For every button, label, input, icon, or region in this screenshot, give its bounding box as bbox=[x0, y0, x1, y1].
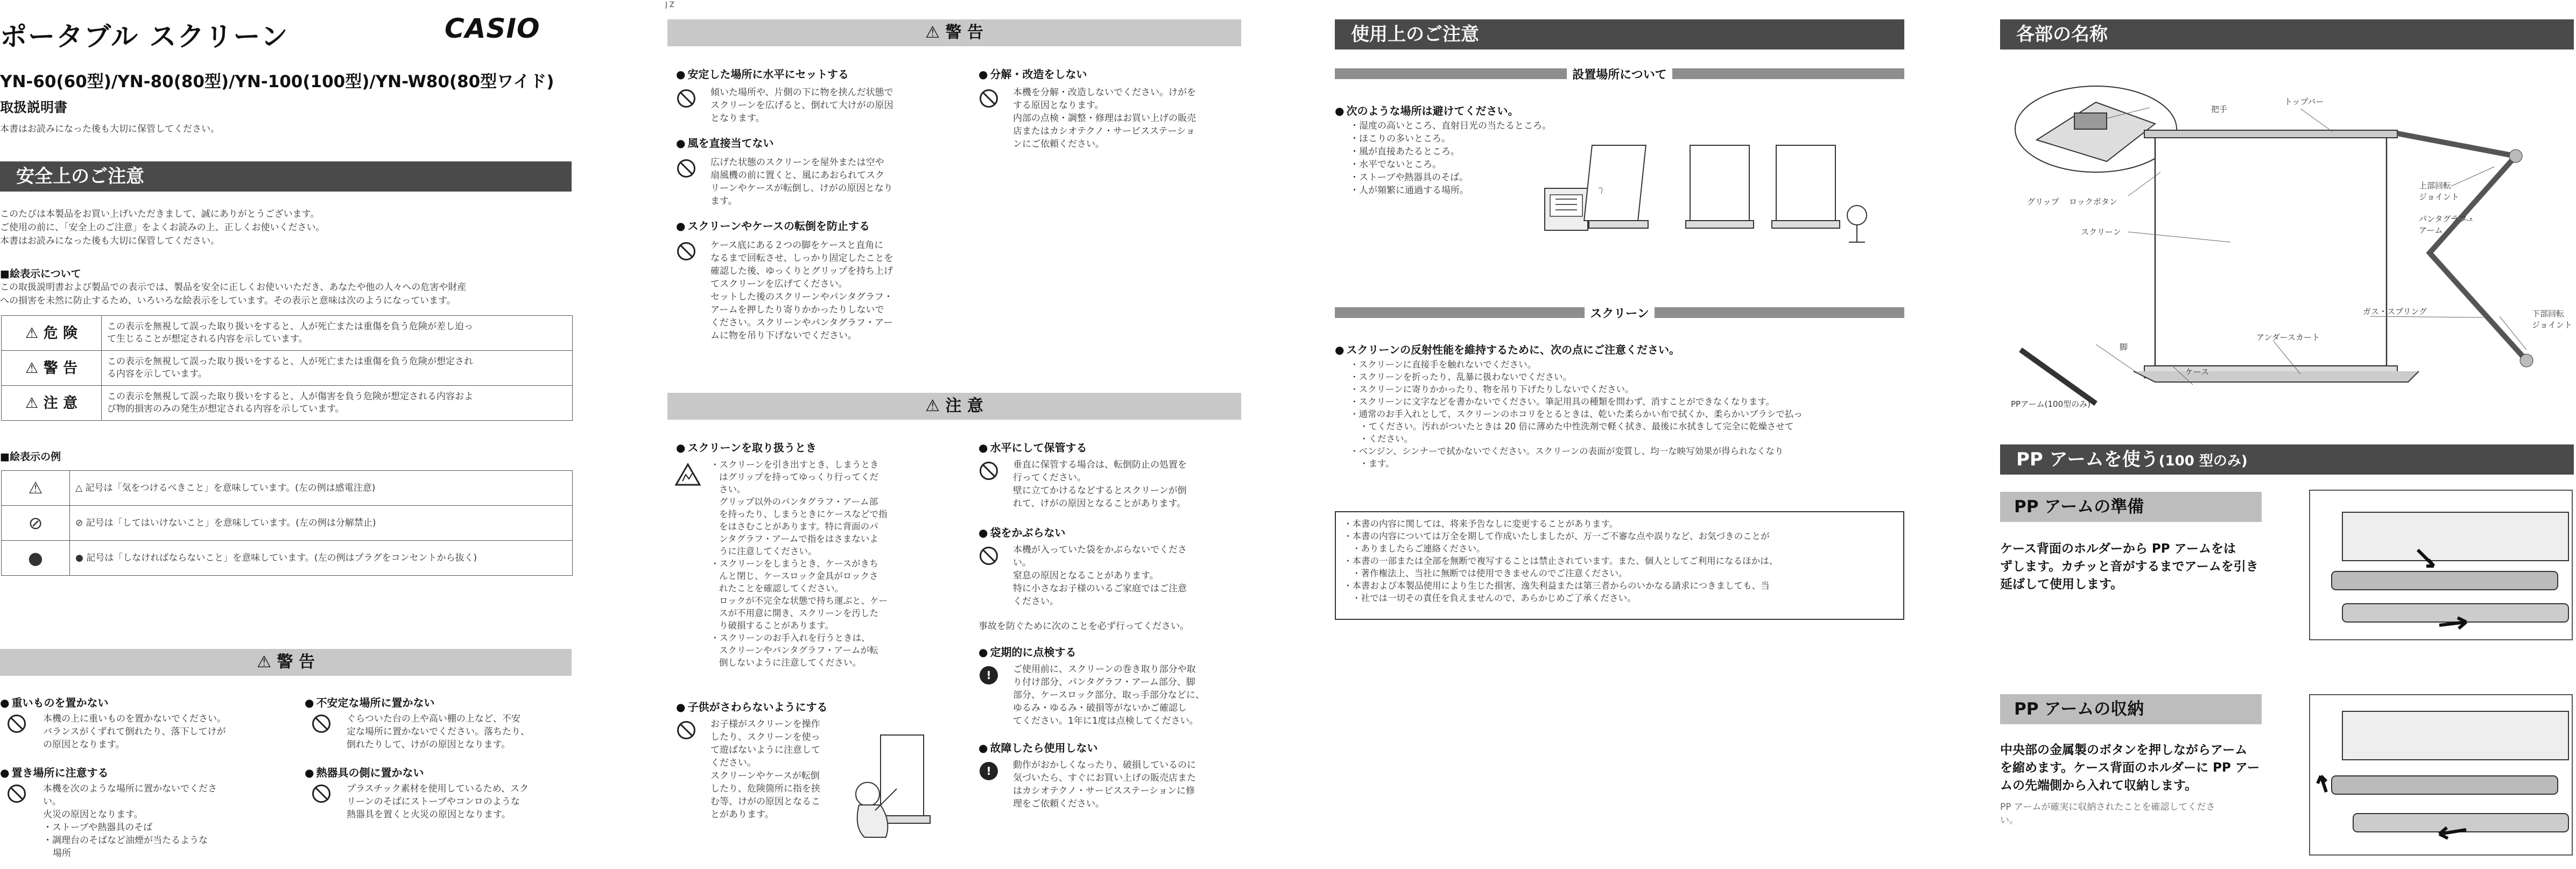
warning-label: ⚠ 警 告 bbox=[2, 351, 102, 386]
example-text: △ 記号は「気をつけるべきこと」を意味しています。(左の例は感電注意) bbox=[70, 471, 573, 506]
item-body: ・スクリーンを引き出すとき、しまうとき はグリップを持ってゆっくり行ってくだ さい。 グリップ以外のパンタグラフ・アーム部 を持ったり、しまうときにケースなどで指 をはさむことがあります。特に背面のパ ンタグラフ・アームで指をはさまないよ うに注意してください。 ・スクリーンをしまうとき、ケースがきち んと閉じ、ケースロック金具がロックさ れたことを確認してください。 ロックが不完全な状態で持ち運ぶと、ケー スが不用意に開き、スクリーンを汚した り破損することがあります。 ・スクリーンのお手入れを行うときは、 スクリーンやパンタグラフ・アームが転 倒しないように注意してください。 bbox=[710, 460, 888, 668]
edition-code: J Z bbox=[665, 1, 674, 9]
brand-logo: CASIO bbox=[445, 13, 540, 44]
item-body: プラスチック素材を使用しているため、スク リーンのそばにストーブやコンロのような 熱器具を置くと火災の原因となります。 bbox=[347, 783, 529, 820]
item-heading: ● スクリーンの反射性能を維持するために、次の点にご注意ください。 bbox=[1335, 341, 1680, 357]
item-body: 広げた状態のスクリーンを屋外または空や 扇風機の前に置くと、風にあおられてスク リーンやケースが転倒し、けがの原因となり ます。 bbox=[710, 157, 893, 207]
panel-usage bbox=[1334, 0, 1914, 869]
item-body: ケース底にある２つの脚をケースと直角に なるまで回転させ、しっかり固定したことを 確認した後、ゆっくりとグリップを持ち上げ てスクリーンを広げてください。 セットした後のスクリーンやパンタグラフ・ アームを押したり寄りかかったりしないで ください。スクリーンやパンタグラフ・アー ムに物を吊り下げないでください。 bbox=[710, 240, 893, 341]
table-row bbox=[2, 386, 573, 421]
prohibit-icon bbox=[8, 715, 26, 733]
item-body: お子様がスクリーンを操作 したり、スクリーンを使っ て遊ばないように注意して ください。 スクリーンやケースが転倒 したり、危険箇所に指を挟 む等、けがの原因となるこ とがあります。 bbox=[710, 719, 820, 820]
manual-title: 取扱説明書 bbox=[0, 100, 68, 115]
caution-desc: この表示を無視して誤った取り扱いをすると、人が傷害を負う危険が想定される内容およ び物的損害のみの発生が想定される内容を示しています。 bbox=[102, 386, 573, 421]
item-body: 動作がおかしくなったり、破損しているのに 気づいたら、すぐにお買い上げの販売店また はカシオテクノ・サービスステーションに修 理をご依頼ください。 bbox=[1013, 760, 1196, 809]
item-body: 本機を分解・改造しないでください。けがを する原因となります。 内部の点検・調整・修理はお買い上げの販売 店またはカシオテクノ・サービスステーショ ンにご依頼ください。 bbox=[1013, 87, 1196, 150]
caution-pinch-icon bbox=[675, 463, 701, 486]
callout-handle: 把手 bbox=[2211, 104, 2228, 114]
location-list: ・ 湿度の高いところ、直射日光の当たるところ。 ・ ほこりの多いところ。 ・ 風が直接あたるところ。 ・ 水平でないところ。 ・ ストーブや熱器具のそば。 ・ 人が頻繁に通過する場所。 bbox=[1350, 119, 1551, 197]
no-fire-icon bbox=[312, 785, 330, 803]
pp-store-note: PP アームが確実に収納されたことを確認してくださ い。 bbox=[2000, 802, 2215, 826]
table-row bbox=[2, 351, 573, 386]
item-body: 垂直に保管する場合は、転倒防止の処置を 行ってください。 壁に立てかけるなどするとスクリーンが倒 れて、けがの原因となることがあります。 bbox=[1013, 460, 1187, 509]
panel-warnings bbox=[665, 0, 1250, 869]
prohibit-icon bbox=[677, 159, 695, 178]
parts-title: 各部の名称 bbox=[2000, 19, 2574, 50]
prohibit-icon bbox=[312, 715, 330, 733]
location-illustration bbox=[1539, 135, 1884, 253]
model-list: YN-60(60型)/YN-80(80型)/YN-100(100型)/YN-W80(80型ワイド) bbox=[0, 72, 554, 91]
panel-cover bbox=[0, 0, 575, 869]
item-body: 本機を次のような場所に置かないでくださ い。 火災の原因となります。 ・ストーブや熱器具のそば ・調理台のそばなど油煙が当たるような 場所 bbox=[43, 783, 217, 859]
item-heading: ● 安定した場所に水平にセットする bbox=[676, 66, 849, 81]
warning-desc: この表示を無視して誤った取り扱いをすると、人が死亡または重傷を負う危険が想定され る内容を示しています。 bbox=[102, 351, 573, 386]
examples-heading: ■絵表示の例 bbox=[0, 451, 61, 463]
safety-intro: このたびは本製品をお買い上げいただきまして、誠にありがとうございます。 ご使用の前に、「安全上のご注意」をよくお読みの上、正しくお使いください。 本書はお読みになった後も大切に保管してください。 bbox=[0, 209, 325, 246]
table-row bbox=[2, 541, 573, 576]
item-heading: ● 風を直接当てない bbox=[676, 135, 773, 150]
prohibit-icon bbox=[8, 785, 26, 803]
callout-screen: スクリーン bbox=[2081, 227, 2121, 237]
signs-text: この取扱説明書および製品での表示では、製品を安全に正しくお使いいただき、あなたや他の人々への危害や財産 への損害を未然に防止するため、いろいろな絵表示をしています。その表示と意味は次のようになっています。 bbox=[0, 282, 467, 306]
product-title: ポータブル スクリーン bbox=[0, 21, 289, 52]
table-row bbox=[2, 316, 573, 351]
no-disassembly-icon: ⊘ bbox=[2, 506, 70, 541]
mandatory-icon: ! bbox=[980, 666, 998, 684]
danger-desc: この表示を無視して誤った取り扱いをすると、人が死亡または重傷を負う危険が差し迫っ て生じることが想定される内容を示しています。 bbox=[102, 316, 573, 351]
screen-heading: スクリーン bbox=[1335, 306, 1904, 320]
caution-banner: ⚠ 注 意 bbox=[667, 393, 1241, 420]
electric-warning-icon: ⚠ bbox=[2, 471, 70, 506]
item-heading: ● スクリーンを取り扱うとき bbox=[676, 439, 817, 455]
warning-banner-1: ⚠ 警 告 bbox=[0, 649, 572, 676]
prohibit-icon bbox=[980, 462, 998, 480]
item-heading: ● 重いものを置かない bbox=[0, 694, 108, 710]
pp-store-heading: PP アームの収納 bbox=[2000, 694, 2262, 724]
prohibit-icon bbox=[677, 242, 695, 260]
unplug-icon: ● bbox=[2, 541, 70, 576]
item-body: ご使用前に、スクリーンの巻き取り部分や取 り付け部分、パンタグラフ・アーム部分、脚 部分、ケースロック部分、取っ手部分などに、 ゆるみ・ゆるみ・破損等がないかご確認し てください。1年に1度は点検してください。 bbox=[1013, 664, 1205, 726]
warning-banner-2: ⚠ 警 告 bbox=[667, 19, 1241, 46]
pp-arm-title: PP アームを使う(100 型のみ) bbox=[2000, 444, 2574, 475]
child-screen-illustration bbox=[843, 730, 940, 843]
item-heading: ● 置き場所に注意する bbox=[0, 764, 108, 780]
item-heading: ● 不安定な場所に置かない bbox=[305, 694, 434, 710]
location-heading: 設置場所について bbox=[1335, 67, 1904, 81]
prohibit-icon bbox=[677, 721, 695, 739]
accident-note: 事故を防ぐために次のことを必ず行ってください。 bbox=[979, 621, 1189, 632]
parts-diagram bbox=[1999, 81, 2573, 414]
usage-title: 使用上のご注意 bbox=[1335, 19, 1904, 50]
notice-box: ・ 本書の内容に関しては、将来予告なしに変更することがあります。 ・ 本書の内容については万全を期して作成いたしましたが、万一ご不審な点や誤りなど、お気づきのことが ・ ありましたらご連絡ください。 ・ 本書の一部または全部を無断で複写することは禁止されています。また、個人としてご利用になるほかは、 ・ 著作権法上、当社に無断では使用できませんのでご注意ください。 ・ 本書および本製品使用により生じた損害、逸失利益または第三者からのいかなる請求につきましても、当 ・ 社では一切その責任を負えませんので、あらかじめご了承ください。 bbox=[1335, 511, 1904, 620]
callout-under-skirt: アンダースカート bbox=[2256, 333, 2320, 342]
callout-pp-arm: PPアーム(100型のみ) bbox=[2011, 399, 2091, 409]
callout-gas-spring: ガス・スプリング bbox=[2363, 307, 2427, 316]
examples-table bbox=[1, 470, 573, 576]
callout-lower-joint: 下部回転 ジョイント bbox=[2532, 309, 2572, 330]
signs-heading: ■絵表示について bbox=[0, 268, 81, 280]
mandatory-icon: ! bbox=[980, 762, 998, 780]
item-heading: ● 水平にして保管する bbox=[979, 439, 1087, 455]
no-disassembly-icon bbox=[980, 89, 998, 108]
prohibit-icon bbox=[677, 89, 695, 108]
item-heading: ● 熱器具の側に置かない bbox=[305, 764, 424, 780]
pp-prep-illustration bbox=[2309, 490, 2573, 640]
item-heading: ● スクリーンやケースの転倒を防止する bbox=[676, 217, 870, 233]
callout-pantograph: パンタグラフ・ アーム bbox=[2419, 214, 2475, 235]
item-body: 傾いた場所や、片側の下に物を挟んだ状態で スクリーンを広げると、倒れて大けがの原因 となります。 bbox=[710, 87, 893, 124]
safety-title: 安全上のご注意 bbox=[0, 161, 572, 192]
caution-label: ⚠ 注 意 bbox=[2, 386, 102, 421]
callout-upper-joint: 上部回転 ジョイント bbox=[2419, 181, 2459, 202]
pp-store-text: 中央部の金属製のボタンを押しながらアーム を縮めます。ケース背面のホルダーに PP アー ムの先端側から入れて収納します。 bbox=[2000, 743, 2260, 793]
keep-note: 本書はお読みになった後も大切に保管してください。 bbox=[0, 124, 220, 135]
item-heading: ● 子供がさわらないようにする bbox=[676, 698, 827, 714]
item-heading: ● 故障したら使用しない bbox=[979, 739, 1097, 755]
callout-leg: 脚 bbox=[2120, 342, 2128, 352]
item-body: 本機の上に重いものを置かないでください。 バランスがくずれて倒れたり、落下してけが の原因となります。 bbox=[43, 713, 226, 750]
item-body: ぐらついた台の上や高い棚の上など、不安 定な場所に置かないでください。落ちたり、 倒れたりして、けがの原因となります。 bbox=[347, 713, 530, 750]
item-heading: ● 次のような場所は避けてください。 bbox=[1335, 102, 1518, 118]
pp-prep-text: ケース背面のホルダーから PP アームをは ずします。カチッと音がするまでアームを引き 延ばして使用します。 bbox=[2000, 542, 2258, 591]
signal-word-table bbox=[1, 315, 573, 421]
callout-lock-button: ロックボタン bbox=[2069, 197, 2117, 207]
table-row bbox=[2, 471, 573, 506]
item-heading: ● 分解・改造をしない bbox=[979, 66, 1087, 81]
item-heading: ● 袋をかぶらない bbox=[979, 524, 1065, 540]
screen-care-list: ・ スクリーンに直接手を触れないでください。 ・ スクリーンを折ったり、乱暴に扱わないでください。 ・ スクリーンに寄りかかったり、物を吊り下げたりしないでください。 ・ スクリーンに文字などを書かないでください。筆記用具の種類を問わず、消すことができなくなります。 ・ 通常のお手入れとして、スクリーンのホコリをとるときは、乾いた柔らかい布で拭くか、柔らかいブラシで払っ ・ てください。汚れがついたときは 20 倍に薄めた中性洗剤で軽く拭き、最後に水拭きして完全に乾燥させて ・ ください。 ・ ベンジン、シンナーで拭かないでください。スクリーンの表面が変質し、均一な映写効果が得られなくなり ・ ます。 bbox=[1350, 358, 1803, 470]
pp-store-illustration bbox=[2309, 694, 2573, 856]
callout-grip: グリップ bbox=[2027, 197, 2059, 207]
callout-case: ケース bbox=[2185, 367, 2209, 377]
table-row bbox=[2, 506, 573, 541]
example-text: ⊘ 記号は「してはいけないこと」を意味しています。(左の例は分解禁止) bbox=[70, 506, 573, 541]
danger-label: ⚠ 危 険 bbox=[2, 316, 102, 351]
prohibit-icon bbox=[980, 547, 998, 565]
pp-prep-heading: PP アームの準備 bbox=[2000, 492, 2262, 522]
callout-top-bar: トップバー bbox=[2284, 97, 2324, 107]
panel-parts bbox=[1999, 0, 2576, 869]
item-body: 本機が入っていた袋をかぶらないでくださ い。 窒息の原因となることがあります。 特に小さなお子様のいるご家庭ではご注意 ください。 bbox=[1013, 545, 1187, 607]
item-heading: ● 定期的に点検する bbox=[979, 644, 1076, 659]
example-text: ● 記号は「しなければならないこと」を意味しています。(左の例はプラグをコンセントから抜く) bbox=[70, 541, 573, 576]
